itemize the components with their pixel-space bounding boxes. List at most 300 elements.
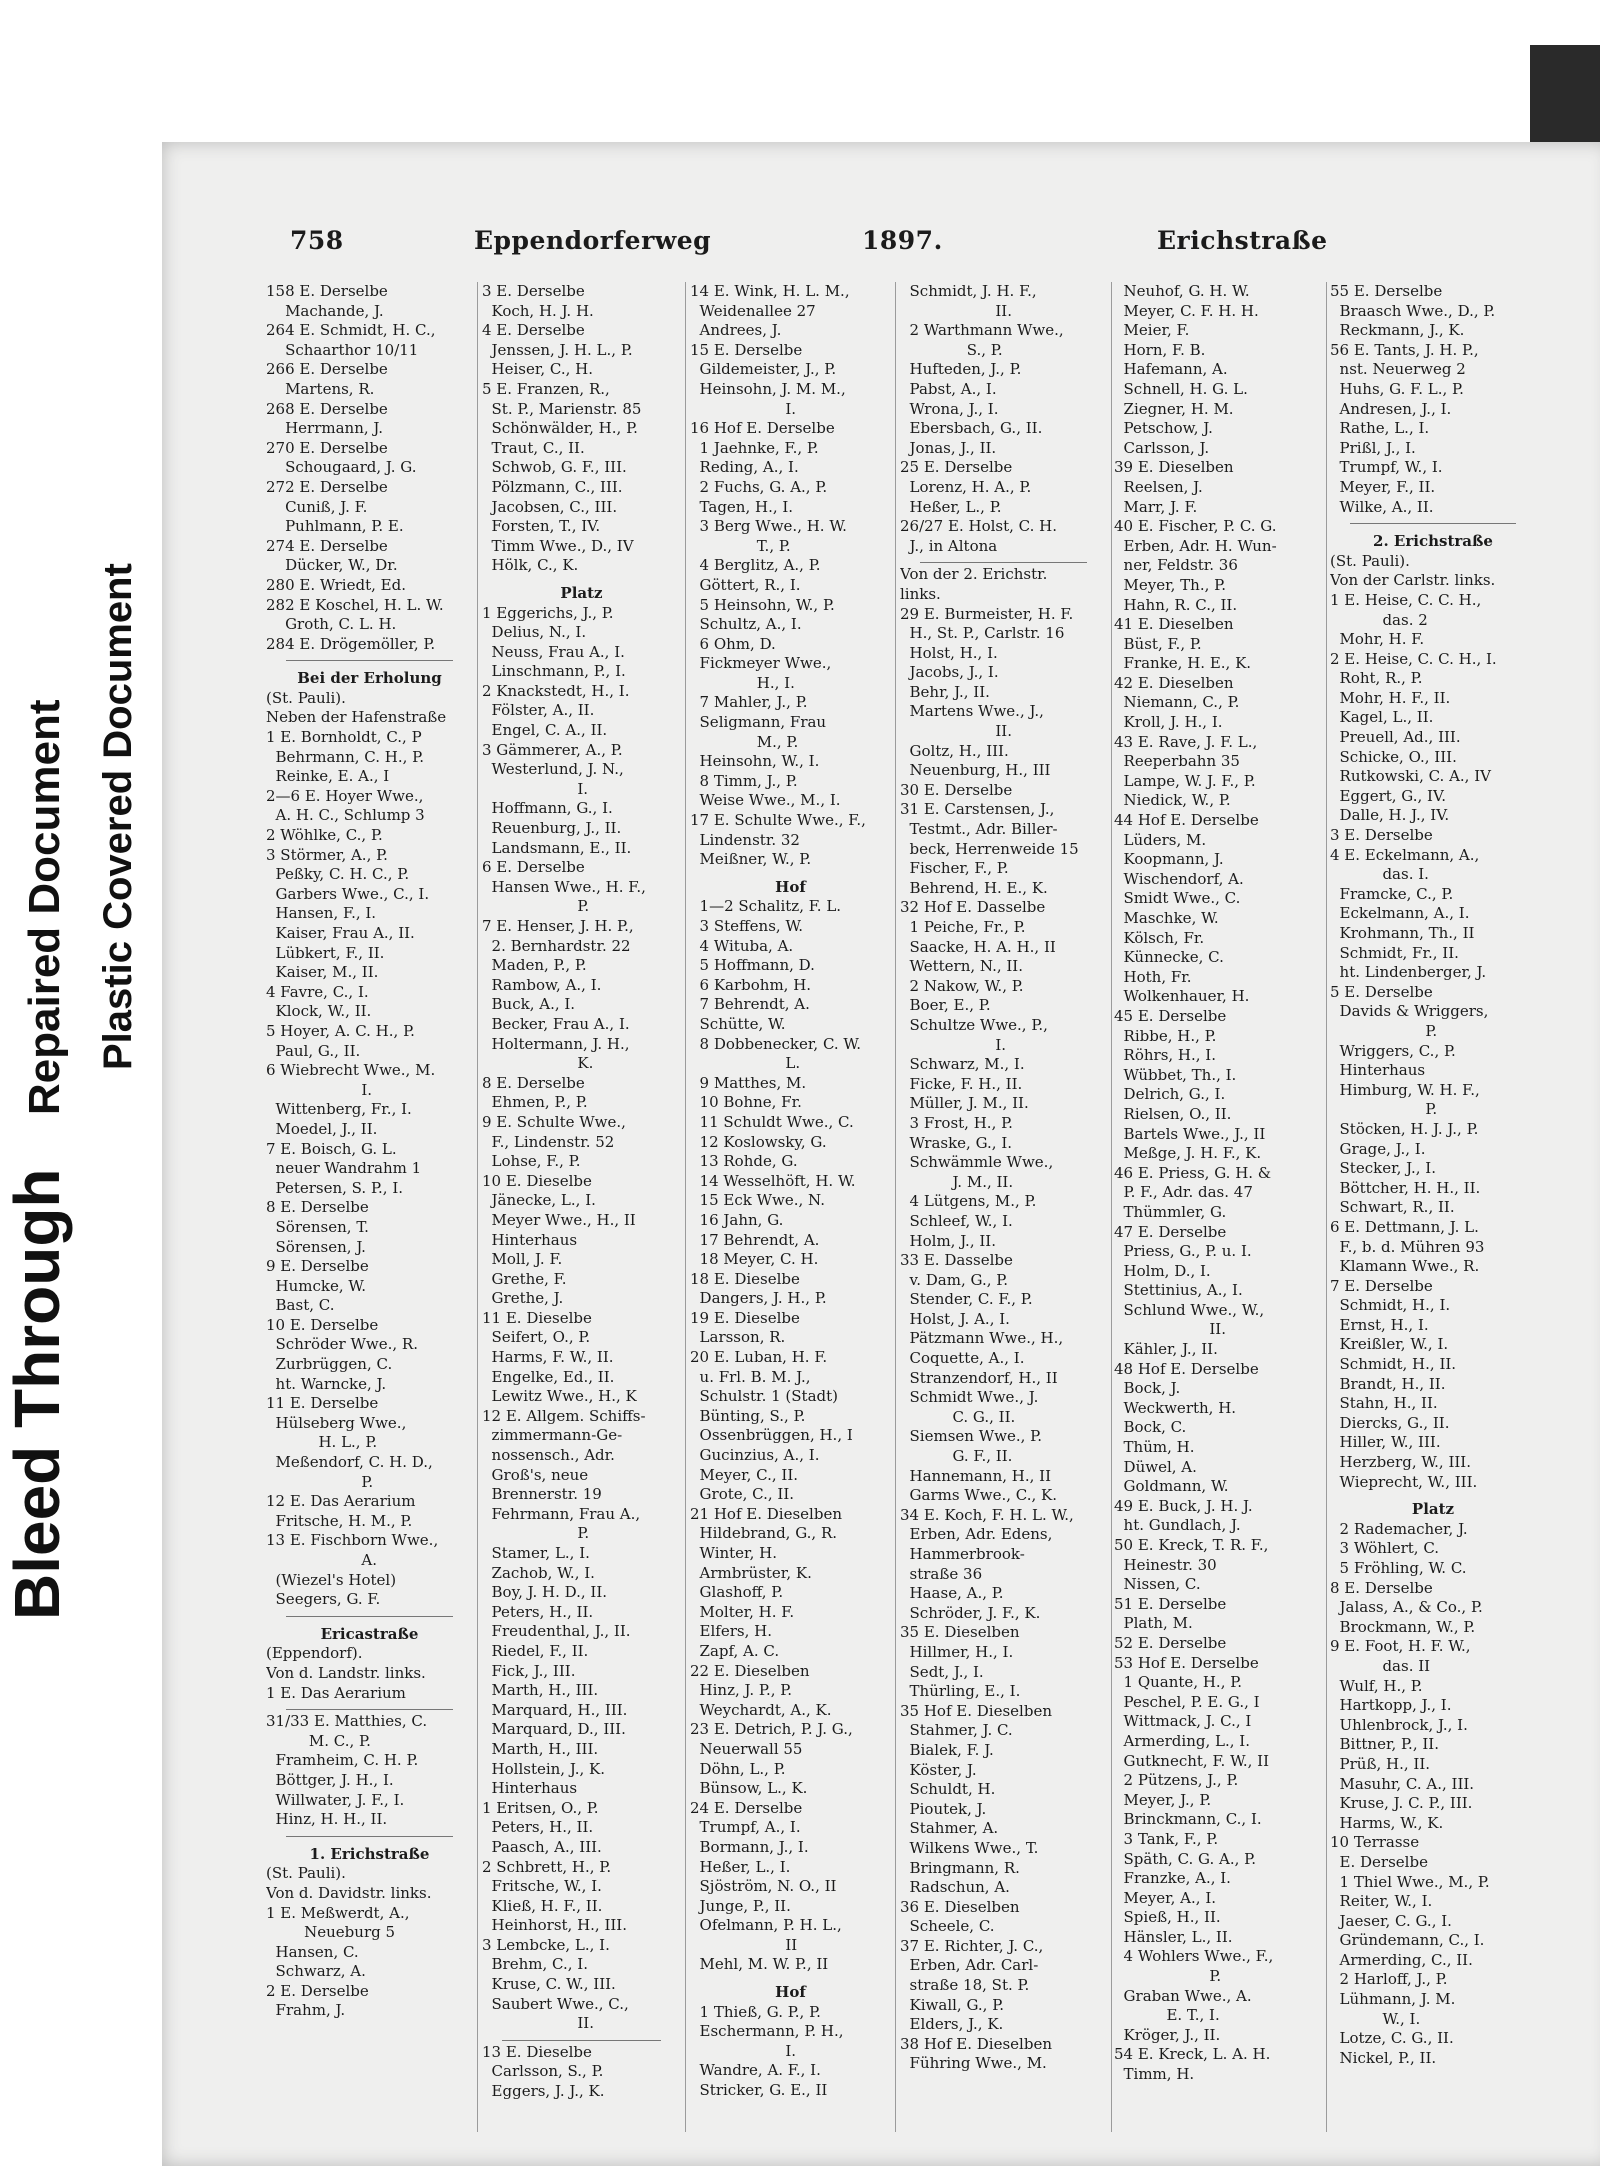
directory-entry: 54 E. Kreck, L. A. H. (1114, 2045, 1271, 2064)
directory-entry: Weckwerth, H. (1114, 1398, 1237, 1417)
directory-entry: Stranzendorf, H., II (900, 1368, 1058, 1387)
directory-entry: Groß's, neue (482, 1465, 589, 1484)
directory-entry: Marth, H., III. (482, 1681, 599, 1700)
directory-entry: 3 E. Derselbe (482, 282, 585, 300)
directory-entry: 4 E. Derselbe (482, 321, 585, 340)
directory-entry: Hufteden, J., P. (900, 360, 1022, 379)
directory-entry: Riedel, F., II. (482, 1641, 589, 1660)
directory-entry: 49 E. Buck, J. H. J. (1114, 1496, 1253, 1515)
directory-entry: 40 E. Fischer, P. C. G. (1114, 517, 1277, 536)
directory-entry: 1—2 Schalitz, F. L. (690, 897, 842, 916)
directory-entry: 11 Schuldt Wwe., C. (690, 1112, 854, 1131)
directory-entry: Hoffmann, G., I. (482, 799, 613, 818)
directory-entry: Bock, J. (1114, 1379, 1181, 1398)
directory-entry: Hammerbrook- (900, 1545, 1025, 1563)
directory-entry: T., P. (690, 536, 791, 555)
directory-entry: Jacobs, J., I. (900, 663, 999, 682)
directory-entry: Fick, J., III. (482, 1661, 576, 1680)
section-heading: Hof (775, 877, 806, 896)
directory-entry: Rielsen, O., II. (1114, 1104, 1232, 1123)
directory-entry: 280 E. Wriedt, Ed. (266, 575, 406, 594)
directory-entry: Winter, H. (690, 1544, 777, 1562)
directory-entry: Franzke, A., I. (1114, 1869, 1231, 1888)
directory-entry: 38 Hof E. Dieselben (900, 2034, 1052, 2053)
directory-entry: 1 Peiche, Fr., P. (900, 918, 1026, 936)
directory-entry: Andresen, J., I. (1330, 399, 1452, 418)
directory-entry: L. (690, 1054, 801, 1073)
directory-entry: Fölster, A., II. (482, 701, 595, 720)
directory-entry: Dangers, J. H., P. (690, 1289, 827, 1308)
directory-entry: Hinz, J. P., P. (690, 1681, 793, 1700)
directory-entry: Gucinzius, A., I. (690, 1446, 820, 1465)
directory-entry: Neuerwall 55 (690, 1739, 803, 1758)
directory-entry: Kähler, J., II. (1114, 1340, 1218, 1359)
directory-entry: Delius, N., I. (482, 623, 587, 642)
directory-entry: Fritsche, H. M., P. (266, 1511, 413, 1530)
directory-entry: Framcke, C., P. (1330, 884, 1454, 903)
directory-entry: 14 Wesselhöft, H. W. (690, 1171, 856, 1190)
directory-entry: Peters, H., II. (482, 1602, 594, 1621)
directory-entry: 3 Lembcke, L., I. (482, 1935, 610, 1954)
directory-entry: Meßendorf, C. H. D., (266, 1453, 433, 1472)
directory-entry: Ehmen, P., P. (482, 1093, 588, 1112)
directory-entry: 2—6 E. Hoyer Wwe., (266, 786, 424, 805)
section-rule (920, 562, 1087, 563)
directory-entry: ht. Warncke, J. (266, 1374, 387, 1393)
directory-entry: 2 Schbrett, H., P. (482, 1857, 612, 1876)
directory-entry: Fickmeyer Wwe., (690, 654, 832, 673)
directory-entry: das. I. (1330, 865, 1429, 884)
directory-entry: v. Dam, G., P. (900, 1270, 1009, 1289)
directory-entry: Reinke, E. A., I (266, 767, 390, 786)
directory-entry: Grethe, F. (482, 1269, 567, 1288)
directory-entry: Seifert, O., P. (482, 1328, 591, 1347)
directory-entry: Peschel, P. E. G., I (1114, 1692, 1260, 1711)
directory-entry: Humcke, W. (266, 1276, 366, 1295)
page-number: 758 (290, 226, 344, 255)
directory-entry: 4 Wituba, A. (690, 936, 794, 955)
directory-entry: Schütte, W. (690, 1014, 786, 1033)
directory-entry: Marr, J. F. (1114, 497, 1198, 516)
directory-entry: Ofelmann, P. H. L., (690, 1916, 842, 1935)
directory-entry: 39 E. Dieselben (1114, 458, 1234, 477)
directory-entry: Wettern, N., II. (900, 957, 1023, 976)
directory-entry: Marquard, H., III. (482, 1700, 628, 1719)
directory-entry: 1 Quante, H., P. (1114, 1673, 1243, 1692)
directory-entry: 20 E. Luban, H. F. (690, 1348, 828, 1367)
directory-entry: Siemsen Wwe., P. (900, 1427, 1042, 1446)
directory-entry: Zurbrüggen, C. (266, 1355, 393, 1374)
directory-entry: Meyer, A., I. (1114, 1888, 1217, 1907)
directory-entry: Erben, Adr. Edens, (900, 1525, 1053, 1544)
directory-entry: W., I. (1330, 2009, 1421, 2028)
directory-entry: G. F., II. (900, 1447, 1013, 1466)
directory-entry: Timm Wwe., D., IV (482, 536, 634, 555)
directory-entry: Boy, J. H. D., II. (482, 1583, 608, 1602)
directory-entry: Kruse, J. C. P., III. (1330, 1794, 1473, 1813)
directory-entry: Wriggers, C., P. (1330, 1041, 1456, 1060)
directory-entry: Trumpf, W., I. (1330, 458, 1443, 477)
directory-entry: (Wiezel's Hotel) (266, 1570, 397, 1589)
directory-entry: 22 E. Dieselben (690, 1661, 810, 1680)
directory-entry: 41 E. Dieselben (1114, 615, 1234, 634)
directory-entry: E. T., I. (1114, 2006, 1220, 2025)
directory-entry: Ebersbach, G., II. (900, 419, 1043, 438)
directory-entry: 5 Fröhling, W. C. (1330, 1559, 1467, 1577)
directory-entry: Sjöström, N. O., II (690, 1877, 837, 1896)
directory-entry: 12 Koslowsky, G. (690, 1132, 827, 1151)
directory-entry: 1 E. Meßwerdt, A., (266, 1903, 410, 1922)
directory-entry: Böttcher, H. H., II. (1330, 1178, 1481, 1197)
directory-entry: 18 E. Dieselbe (690, 1269, 800, 1288)
directory-entry: beck, Herrenweide 15 (900, 839, 1079, 858)
directory-entry: Lotze, C. G., II. (1330, 2029, 1454, 2048)
directory-entry: 266 E. Derselbe (266, 360, 388, 379)
directory-entry: 6 E. Dettmann, J. L. (1330, 1217, 1479, 1236)
directory-entry: Harms, W., K. (1330, 1813, 1444, 1832)
directory-entry: Meyer, C. F. H. H. (1114, 301, 1259, 320)
directory-entry: Niedick, W., P. (1114, 791, 1231, 810)
directory-entry: II. (482, 2014, 594, 2033)
directory-entry: 6 Wiebrecht Wwe., M. (266, 1061, 436, 1080)
directory-entry: Frahm, J. (266, 2001, 346, 2020)
directory-entry: P. (1114, 1967, 1222, 1986)
directory-entry: Wrona, J., I. (900, 399, 999, 418)
directory-entry: Neuenburg, H., III (900, 761, 1051, 780)
directory-entry: Stahmer, A. (900, 1819, 999, 1838)
directory-entry: 44 Hof E. Derselbe (1114, 811, 1259, 830)
directory-entry: Pioutek, J. (900, 1799, 987, 1818)
directory-entry: P. (1330, 1021, 1438, 1040)
directory-entry: Rathe, L., I. (1330, 419, 1430, 438)
directory-entry: II (690, 1935, 798, 1954)
directory-entry: Martens, R. (266, 379, 375, 398)
directory-entry: Heiser, C., H. (482, 360, 594, 379)
directory-entry: Saacke, H. A. H., II (900, 937, 1056, 956)
directory-entry: 8 E. Derselbe (1330, 1578, 1433, 1597)
directory-entry: P. F., Adr. das. 47 (1114, 1183, 1253, 1202)
directory-entry: straße 36 (900, 1564, 983, 1583)
page-header (162, 226, 1542, 270)
directory-entry: M., P. (690, 732, 799, 751)
directory-entry: Grage, J., I. (1330, 1139, 1426, 1158)
directory-entry: 4 Lütgens, M., P. (900, 1192, 1037, 1211)
directory-entry: Forsten, T., IV. (482, 517, 601, 536)
directory-entry: 6 Ohm, D. (690, 634, 776, 653)
directory-entry: Jalass, A., & Co., P. (1330, 1598, 1483, 1617)
directory-entry: Wandre, A. F., I. (690, 2061, 821, 2080)
directory-entry: 46 E. Priess, G. H. & (1114, 1163, 1272, 1182)
directory-entry: 268 E. Derselbe (266, 399, 388, 418)
directory-entry: Spieß, H., II. (1114, 1908, 1221, 1927)
directory-entry: Willwater, J. F., I. (266, 1790, 405, 1809)
directory-entry: 1 Jaehnke, F., P. (690, 438, 819, 457)
header-street-left: Eppendorferweg (474, 226, 712, 255)
directory-entry: Meyer Wwe., H., II (482, 1210, 636, 1229)
directory-entry: II. (1114, 1320, 1226, 1339)
directory-entry: 2 Warthmann Wwe., (900, 321, 1064, 340)
directory-entry: Maden, P., P. (482, 956, 587, 975)
directory-entry: Hiller, W., III. (1330, 1433, 1441, 1452)
directory-entry: Himburg, W. H. F., (1330, 1080, 1480, 1099)
column-3 (690, 282, 896, 2132)
directory-entry: Becker, Frau A., I. (482, 1014, 630, 1033)
directory-entry: Späth, C. G. A., P. (1114, 1849, 1257, 1868)
section-heading: Hof (775, 1983, 806, 2002)
directory-entry: Zapf, A. C. (690, 1641, 780, 1660)
directory-entry: M. C., P. (266, 1731, 371, 1750)
directory-entry: Graban Wwe., A. (1114, 1986, 1252, 2005)
directory-entry: 56 E. Tants, J. H. P., (1330, 340, 1479, 359)
directory-entry: Niemann, C., P. (1114, 693, 1240, 712)
directory-entry: Von der Carlstr. links. (1330, 571, 1496, 590)
directory-entry: Düwel, A. (1114, 1457, 1197, 1476)
directory-entry: St. P., Marienstr. 85 (482, 399, 642, 418)
directory-entry: P. (482, 1524, 590, 1543)
directory-entry: Heßer, L., I. (690, 1857, 791, 1876)
directory-entry: Holm, J., II. (900, 1231, 996, 1250)
directory-entry: (Eppendorf). (266, 1644, 363, 1663)
directory-entry: Brehm, C., I. (482, 1955, 588, 1974)
directory-entry: 282 E Koschel, H. L. W. (266, 595, 444, 614)
directory-entry: 9 E. Derselbe (266, 1257, 369, 1276)
section-rule (286, 1836, 453, 1837)
directory-entry: 3 Wöhlert, C. (1330, 1539, 1440, 1558)
directory-entry: Lorenz, H. A., P. (900, 477, 1032, 496)
directory-entry: 35 E. Dieselben (900, 1623, 1020, 1642)
directory-entry: 17 E. Schulte Wwe., F., (690, 811, 866, 830)
header-street-right: Erichstraße (1157, 226, 1328, 255)
directory-entry: Pölzmann, C., III. (482, 477, 623, 496)
directory-entry: Reckmann, J., K. (1330, 321, 1465, 340)
directory-entry: Lübkert, F., II. (266, 943, 385, 962)
directory-entry: Schultz, A., I. (690, 615, 802, 634)
directory-entry: Kaiser, M., II. (266, 963, 379, 982)
section-heading: Ericastraße (320, 1624, 419, 1643)
directory-entry: Krohmann, Th., II (1330, 924, 1475, 942)
directory-entry: Hinterhaus (482, 1779, 578, 1798)
directory-entry: Eggers, J. J., K. (482, 2082, 605, 2101)
directory-entry: Rutkowski, C. A., IV (1330, 767, 1491, 786)
directory-entry: 19 E. Dieselbe (690, 1308, 800, 1327)
directory-entry: Franke, H. E., K. (1114, 654, 1252, 673)
directory-entry: Neuss, Frau A., I. (482, 642, 625, 661)
directory-entry: Moedel, J., II. (266, 1119, 378, 1138)
directory-entry: 55 E. Derselbe (1330, 282, 1443, 300)
directory-entry: Jonas, J., II. (900, 438, 997, 457)
directory-entry: H. L., P. (266, 1433, 378, 1452)
directory-entry: 1 Thiel Wwe., M., P. (1330, 1872, 1490, 1891)
section-rule (1350, 523, 1516, 524)
directory-entry: Jenssen, J. H. L., P. (482, 340, 633, 359)
directory-entry: Meyer, C., II. (690, 1465, 799, 1484)
directory-entry: Brennerstr. 19 (482, 1485, 602, 1504)
directory-entry: Bock, C. (1114, 1418, 1187, 1437)
directory-entry: Behr, J., II. (900, 682, 990, 701)
directory-entry: Lewitz Wwe., H., K (482, 1387, 637, 1406)
directory-entry: Goldmann, W. (1114, 1477, 1229, 1496)
directory-entry: Ossenbrüggen, H., I (690, 1426, 853, 1445)
directory-entry: Scheele, C. (900, 1917, 995, 1936)
directory-entry: Priess, G., P. u. I. (1114, 1242, 1252, 1261)
directory-entry: Müller, J. M., II. (900, 1094, 1029, 1113)
directory-entry: Reuenburg, J., II. (482, 819, 622, 838)
directory-entry: Engel, C. A., II. (482, 721, 608, 740)
directory-entry: Groth, C. L. H. (266, 615, 397, 634)
directory-entry: Kagel, L., II. (1330, 708, 1434, 727)
directory-entry: Buck, A., I. (482, 995, 576, 1014)
directory-entry: Elders, J., K. (900, 2015, 1004, 2034)
directory-entry: Seegers, G. F. (266, 1590, 381, 1609)
directory-entry: Harms, F. W., II. (482, 1348, 614, 1367)
directory-entry: 7 Behrendt, A. (690, 995, 810, 1014)
directory-entry: 2 Nakow, W., P. (900, 976, 1024, 995)
directory-entry: Schwämmle Wwe., (900, 1153, 1054, 1172)
directory-entry: Ribbe, H., P. (1114, 1026, 1217, 1045)
directory-entry: 37 E. Richter, J. C., (900, 1936, 1044, 1955)
directory-entry: Schwarz, A. (266, 1962, 366, 1981)
directory-entry: 1 Thieß, G. P., P. (690, 2002, 821, 2021)
directory-entry: Fischer, F., P. (900, 859, 1009, 878)
directory-entry: I. (482, 779, 589, 798)
directory-entry: Stender, C. F., P. (900, 1290, 1033, 1309)
directory-entry: Bünting, S., P. (690, 1406, 806, 1425)
directory-entry: Holst, H., I. (900, 643, 998, 662)
directory-entry: 42 E. Dieselben (1114, 673, 1234, 692)
directory-entry: 29 E. Burmeister, H. F. (900, 604, 1074, 623)
directory-entry: Rambow, A., I. (482, 975, 602, 994)
directory-entry: Trumpf, A., I. (690, 1818, 801, 1837)
directory-entry: Engelke, Ed., II. (482, 1367, 615, 1386)
directory-entry: Hinterhaus (1330, 1061, 1426, 1080)
directory-entry: 5 E. Franzen, R., (482, 379, 610, 398)
directory-entry: Brandt, H., II. (1330, 1374, 1446, 1393)
directory-entry: 23 E. Detrich, P. J. G., (690, 1720, 853, 1739)
directory-entry: Thüm, H. (1114, 1438, 1195, 1457)
directory-entry: Schleef, W., I. (900, 1211, 1013, 1230)
directory-entry: das. 2 (1330, 610, 1428, 629)
directory-entry: Diercks, G., II. (1330, 1413, 1450, 1432)
directory-entry: 15 Eck Wwe., N. (690, 1191, 825, 1210)
directory-entry: Glashoff, P. (690, 1583, 784, 1602)
directory-entry: Brinckmann, C., I. (1114, 1810, 1262, 1829)
directory-entry: 2 E. Heise, C. C. H., I. (1330, 649, 1497, 668)
directory-entry: 6 E. Derselbe (482, 858, 585, 877)
directory-entry: Wilkens Wwe., T. (900, 1838, 1039, 1857)
directory-entry: 14 E. Wink, H. L. M., (690, 282, 850, 300)
directory-entry: Smidt Wwe., C. (1114, 889, 1241, 908)
section-rule (286, 1709, 453, 1710)
directory-entry: 52 E. Derselbe (1114, 1633, 1227, 1652)
directory-entry: 4 Wohlers Wwe., F., (1114, 1947, 1274, 1966)
directory-entry: Klock, W., II. (266, 1002, 372, 1021)
directory-entry: Wittmack, J. C., I (1114, 1712, 1252, 1731)
directory-entry: Linschmann, P., I. (482, 662, 626, 681)
directory-entry: Kließ, H. F., II. (482, 1896, 603, 1915)
bleed-repaired-label (0, 699, 74, 1620)
directory-entry: Framheim, C. H. P. (266, 1751, 419, 1770)
directory-entry: Hafemann, A. (1114, 360, 1228, 379)
directory-entry: Seligmann, Frau (690, 713, 827, 732)
directory-entry: 3 Gämmerer, A., P. (482, 740, 623, 759)
directory-entry: 270 E. Derselbe (266, 438, 388, 457)
directory-entry: Kölsch, Fr. (1114, 928, 1205, 947)
directory-entry: Marquard, D., III. (482, 1720, 626, 1739)
column-2 (482, 282, 686, 2132)
directory-entry: u. Frl. B. M. J., (690, 1367, 811, 1386)
directory-entry: 284 E. Drögemöller, P. (266, 634, 436, 653)
directory-entry: Freudenthal, J., II. (482, 1622, 631, 1641)
directory-entry: Sörensen, J. (266, 1237, 366, 1256)
directory-entry: 4 Berglitz, A., P. (690, 556, 821, 575)
directory-entry: 18 Meyer, C. H. (690, 1250, 819, 1269)
directory-entry: Kröger, J., II. (1114, 2025, 1221, 2044)
directory-entry: 33 E. Dasselbe (900, 1251, 1013, 1270)
directory-entry: Wübbet, Th., I. (1114, 1065, 1237, 1084)
directory-entry: 50 E. Kreck, T. R. F., (1114, 1536, 1269, 1554)
directory-entry: nst. Neuerweg 2 (1330, 360, 1466, 379)
directory-entry: Heßer, L., P. (900, 497, 1002, 516)
directory-entry: 13 E. Fischborn Wwe., (266, 1531, 439, 1550)
directory-entry: Meßge, J. H. F., K. (1114, 1144, 1262, 1163)
directory-entry: Meißner, W., P. (690, 850, 812, 869)
directory-entry: Holst, J. A., I. (900, 1309, 1010, 1328)
directory-entry: 2 Harloff, J., P. (1330, 1970, 1448, 1989)
directory-entry: Stecker, J., I. (1330, 1159, 1436, 1178)
directory-entry: Armerding, L., I. (1114, 1731, 1250, 1750)
directory-entry: 11 E. Derselbe (266, 1394, 379, 1413)
column-1 (266, 282, 478, 2132)
directory-entry: Marth, H., III. (482, 1739, 599, 1758)
directory-entry: Stricker, G. E., II (690, 2081, 828, 2100)
directory-entry: Fehrmann, Frau A., (482, 1504, 641, 1523)
directory-entry: Cuniß, J. F. (266, 497, 368, 516)
directory-entry: Paul, G., II. (266, 1041, 361, 1060)
directory-entry: E. Derselbe (1330, 1852, 1428, 1871)
directory-entry: Westerlund, J. N., (482, 760, 624, 779)
directory-entry: 158 E. Derselbe (266, 282, 388, 300)
directory-entry: Gildemeister, J., P. (690, 360, 837, 379)
directory-entry: Wittenberg, Fr., I. (266, 1100, 412, 1119)
directory-entry: Meyer, Th., P. (1114, 575, 1226, 594)
directory-entry: 10 E. Dieselbe (482, 1171, 592, 1190)
directory-entry: Grethe, J. (482, 1289, 564, 1308)
directory-entry: 7 E. Boisch, G. L. (266, 1139, 397, 1158)
directory-entry: Wilke, A., II. (1330, 497, 1434, 516)
directory-entry: Sedt, J., I. (900, 1662, 984, 1681)
directory-entry: Weychardt, A., K. (690, 1700, 832, 1719)
directory-entry: 2 Rademacher, J. (1330, 1519, 1468, 1538)
directory-entry: 4 E. Eckelmann, A., (1330, 845, 1480, 864)
directory-entry: 32 Hof E. Dasselbe (900, 898, 1046, 917)
directory-entry: Köster, J. (900, 1760, 977, 1779)
directory-entry: Schröder, J. F., K. (900, 1603, 1041, 1622)
directory-entry: Heinhorst, H., III. (482, 1916, 628, 1935)
directory-entry: Heinestr. 30 (1114, 1555, 1217, 1574)
directory-entry: Masuhr, C. A., III. (1330, 1774, 1475, 1793)
directory-entry: Meier, F. (1114, 321, 1190, 340)
directory-entry: Wischendorf, A. (1114, 869, 1244, 888)
directory-entry: 2 Knackstedt, H., I. (482, 681, 630, 700)
directory-entry: ht. Lindenberger, J. (1330, 963, 1487, 982)
directory-entry: Meyer, J., P. (1114, 1790, 1212, 1809)
directory-entry: Garbers Wwe., C., I. (266, 884, 430, 903)
directory-entry: 1 Eggerichs, J., P. (482, 603, 614, 622)
directory-entry: 48 Hof E. Derselbe (1114, 1359, 1259, 1378)
directory-entry: Bünsow, L., K. (690, 1779, 808, 1798)
directory-entry: 35 Hof E. Dieselben (900, 1701, 1052, 1720)
directory-entry: 3 Tank, F., P. (1114, 1829, 1219, 1848)
